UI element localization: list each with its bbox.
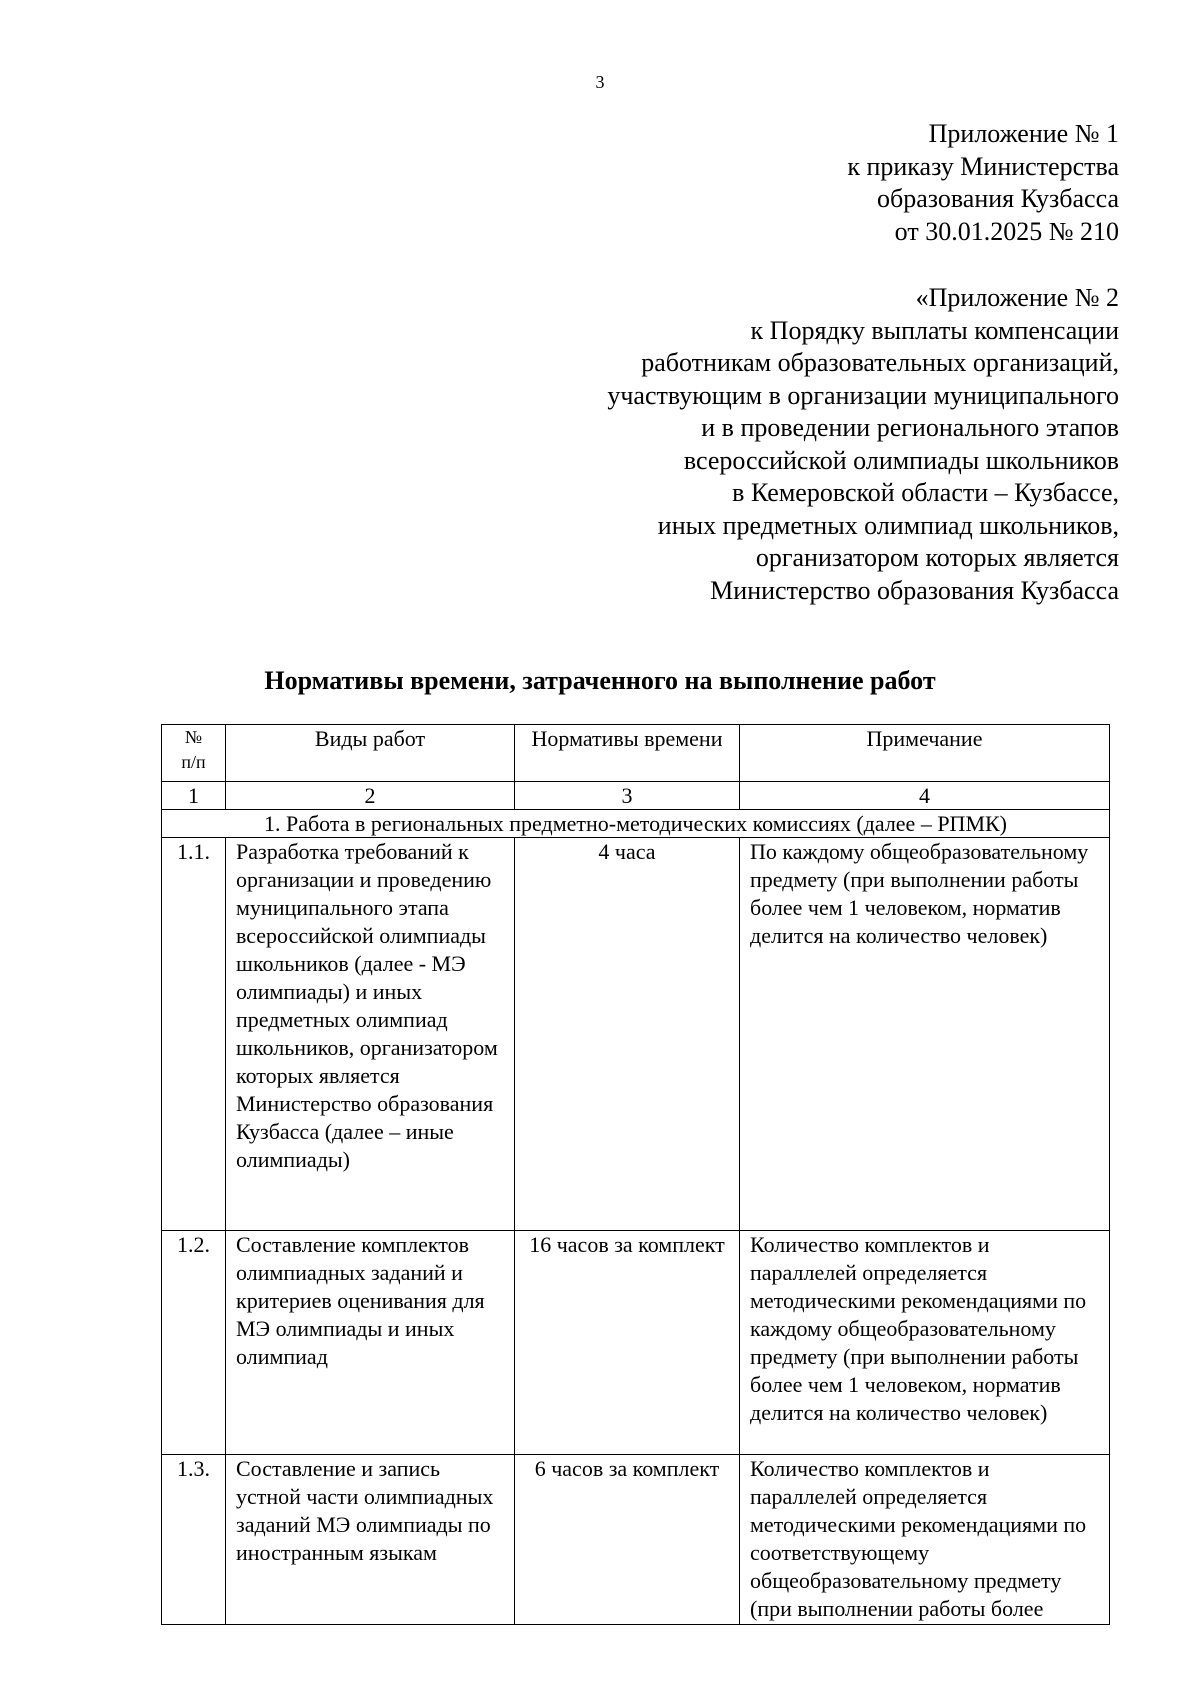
row-work: Составление и запись устной части олимпиадных заданий МЭ олимпиады по иностранным языкам (226, 1455, 515, 1625)
table-header-row (162, 725, 1110, 782)
document-title: Нормативы времени, затраченного на выполнение работ (264, 666, 936, 695)
section-title: 1. Работа в региональных предметно-методических комиссиях (далее – РПМК) (162, 810, 1110, 838)
appendix-line: всероссийской олимпиады школьников (683, 445, 1119, 475)
approval-line: к приказу Министерства (847, 151, 1119, 181)
column-number: 4 (740, 782, 1110, 810)
header-norm: Нормативы времени (515, 725, 740, 782)
table-row (162, 838, 1110, 1231)
appendix-line: в Кемеровской области – Кузбассе, (732, 478, 1119, 507)
appendix-line: работникам образовательных организаций, (641, 348, 1119, 377)
approval-line: образования Кузбасса (876, 184, 1119, 213)
appendix-line: к Порядку выплаты компенсации (750, 315, 1119, 345)
row-note: По каждому общеобразовательному предмету (при выполнении работы более чем 1 человеком, норматив делится на количество человек) (740, 838, 1110, 1231)
table-row (162, 1455, 1110, 1625)
column-number: 1 (162, 782, 226, 810)
section-row (162, 810, 1110, 838)
table-row (162, 1231, 1110, 1455)
row-norm: 16 часов за комплект (515, 1231, 740, 1455)
row-norm: 4 часа (515, 838, 740, 1231)
row-number: 1.3. (162, 1455, 226, 1625)
header-work: Виды работ (226, 725, 515, 782)
header-number-line: № (184, 727, 203, 747)
appendix-line: организатором которых является (755, 543, 1119, 572)
appendix-line: Министерство образования Кузбасса (710, 575, 1119, 605)
header-number-line: п/п (181, 752, 206, 772)
header-number (162, 725, 226, 782)
appendix-block (607, 282, 1119, 607)
appendix-line: и в проведении регионального этапов (701, 413, 1119, 442)
header-note: Примечание (740, 725, 1110, 782)
approval-line: от 30.01.2025 № 210 (894, 216, 1119, 246)
appendix-line: иных предметных олимпиад школьников, (657, 510, 1119, 540)
approval-line: Приложение № 1 (928, 119, 1119, 148)
approval-block (847, 118, 1119, 248)
appendix-line: «Приложение № 2 (915, 283, 1119, 312)
column-number: 2 (226, 782, 515, 810)
row-note: Количество комплектов и параллелей определяется методическими рекомендациями по каждому общеобразовательному предмету (при выполнении работы более чем 1 человеком, норматив делится на количество человек) (740, 1231, 1110, 1455)
row-number: 1.1. (162, 838, 226, 1231)
row-number: 1.2. (162, 1231, 226, 1455)
row-note: Количество комплектов и параллелей определяется методическими рекомендациями по соответствующему общеобразовательному предмету (при выполнении работы более (740, 1455, 1110, 1625)
appendix-line: участвующим в организации муниципального (607, 380, 1119, 410)
row-work: Составление комплектов олимпиадных заданий и критериев оценивания для МЭ олимпиады и иных олимпиад (226, 1231, 515, 1455)
norms-table (161, 724, 1110, 1625)
column-number-row (162, 782, 1110, 810)
page-number: 3 (595, 72, 605, 92)
column-number: 3 (515, 782, 740, 810)
row-norm: 6 часов за комплект (515, 1455, 740, 1625)
row-work: Разработка требований к организации и проведению муниципального этапа всероссийской олимпиады школьников (далее - МЭ олимпиады) и иных предметных олимпиад школьников, организатором которых является Министерство образования Кузбасса (далее – иные олимпиады) (226, 838, 515, 1231)
